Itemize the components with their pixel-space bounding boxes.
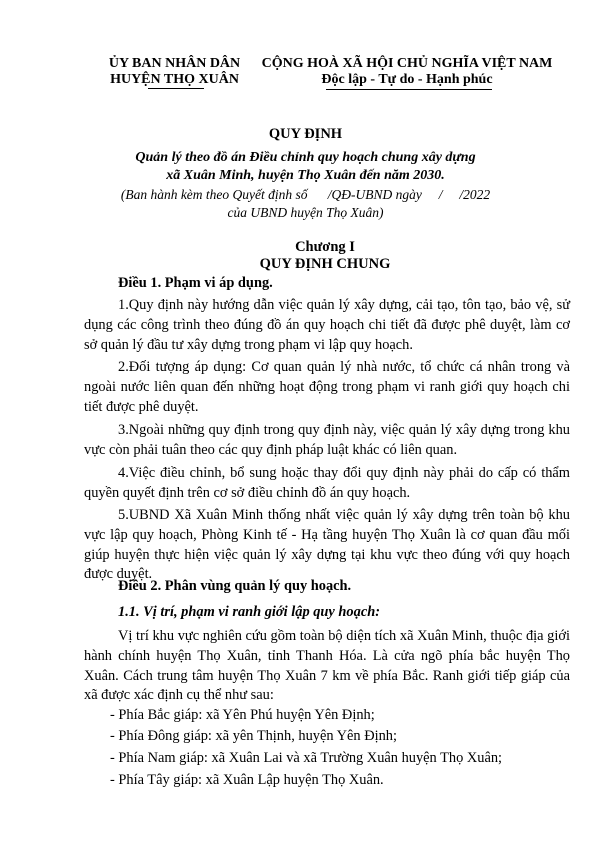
motto: Độc lập - Tự do - Hạnh phúc xyxy=(321,72,493,87)
boundary-north: - Phía Bắc giáp: xã Yên Phú huyện Yên Định; xyxy=(110,707,375,723)
issuer-line1: ỦY BAN NHÂN DÂN xyxy=(108,56,241,71)
doc-note-1: (Ban hành kèm theo Quyết định số /QĐ-UBND ngày / /2022 xyxy=(120,187,491,202)
article1-paragraph-5: 5.UBND Xã Xuân Minh thống nhất việc quản lý xây dựng trên toàn bộ khu vực lập quy hoạch, Phòng Kinh tế - Hạ tầng huyện Thọ Xuân là cơ quan đầu mối giúp huyện thực hiện việc quản lý xây dựng tại khu vực theo đúng với quy hoạch được duyệt. xyxy=(84,507,570,583)
boundary-west: - Phía Tây giáp: xã Xuân Lập huyện Thọ Xuân. xyxy=(110,772,384,788)
motto-underline xyxy=(326,89,492,90)
boundary-south: - Phía Nam giáp: xã Xuân Lai và xã Trường Xuân huyện Thọ Xuân; xyxy=(110,750,503,766)
doc-subtitle-1: Quản lý theo đồ án Điều chỉnh quy hoạch chung xây dựng xyxy=(135,150,476,165)
issuer-block xyxy=(82,56,267,88)
country-name: CỘNG HOÀ XÃ HỘI CHỦ NGHĨA VIỆT NAM xyxy=(261,56,553,71)
article1-paragraph-4: 4.Việc điều chỉnh, bổ sung hoặc thay đổi quy định này phải do cấp có thẩm quyền quyết định trên cơ sở điều chỉnh đồ án quy hoạch. xyxy=(84,465,570,501)
doc-note-2: của UBND huyện Thọ Xuân) xyxy=(227,205,384,220)
article2-heading: Điều 2. Phân vùng quản lý quy hoạch. xyxy=(118,578,352,594)
issuer-line2: HUYỆN THỌ XUÂN xyxy=(110,72,239,87)
doc-subtitle-2: xã Xuân Minh, huyện Thọ Xuân đến năm 2030. xyxy=(166,168,445,183)
article1-paragraph-2: 2.Đối tượng áp dụng: Cơ quan quản lý nhà nước, tổ chức cá nhân trong và ngoài nước liên quan đến những hoạt động trong phạm vi ranh giới quy hoạch chi tiết được phê duyệt. xyxy=(84,359,570,415)
national-motto-block xyxy=(242,56,572,88)
boundary-east: - Phía Đông giáp: xã yên Thịnh, huyện Yên Định; xyxy=(110,728,397,744)
article1-paragraph-3: 3.Ngoài những quy định trong quy định này, việc quản lý xây dựng trong khu vực còn phải tuân theo các quy định pháp luật khác có liên quan. xyxy=(84,422,570,458)
issuer-underline xyxy=(148,88,204,89)
chapter-name: QUY ĐỊNH CHUNG xyxy=(259,256,391,272)
chapter-number: Chương I xyxy=(295,239,355,255)
article1-paragraph-1: 1.Quy định này hướng dẫn việc quản lý xây dựng, cải tạo, tôn tạo, bảo vệ, sử dụng các công trình theo đúng đồ án quy hoạch chi tiết đã được phê duyệt, làm cơ sở quản lý đầu tư xây dựng trong phạm vi lập quy hoạch. xyxy=(84,297,570,353)
doc-title: QUY ĐỊNH xyxy=(268,126,343,142)
section-heading: 1.1. Vị trí, phạm vi ranh giới lập quy hoạch: xyxy=(118,604,380,620)
article2-paragraph-1: Vị trí khu vực nghiên cứu gồm toàn bộ diện tích xã Xuân Minh, thuộc địa giới hành chính huyện Thọ Xuân, tỉnh Thanh Hóa. Là cửa ngõ phía bắc huyện Thọ Xuân. Cách trung tâm huyện Thọ Xuân 7 km về phía Bắc. Ranh giới tiếp giáp của xã được xác định cụ thể như sau: xyxy=(84,628,570,704)
article1-heading: Điều 1. Phạm vi áp dụng. xyxy=(118,275,273,291)
